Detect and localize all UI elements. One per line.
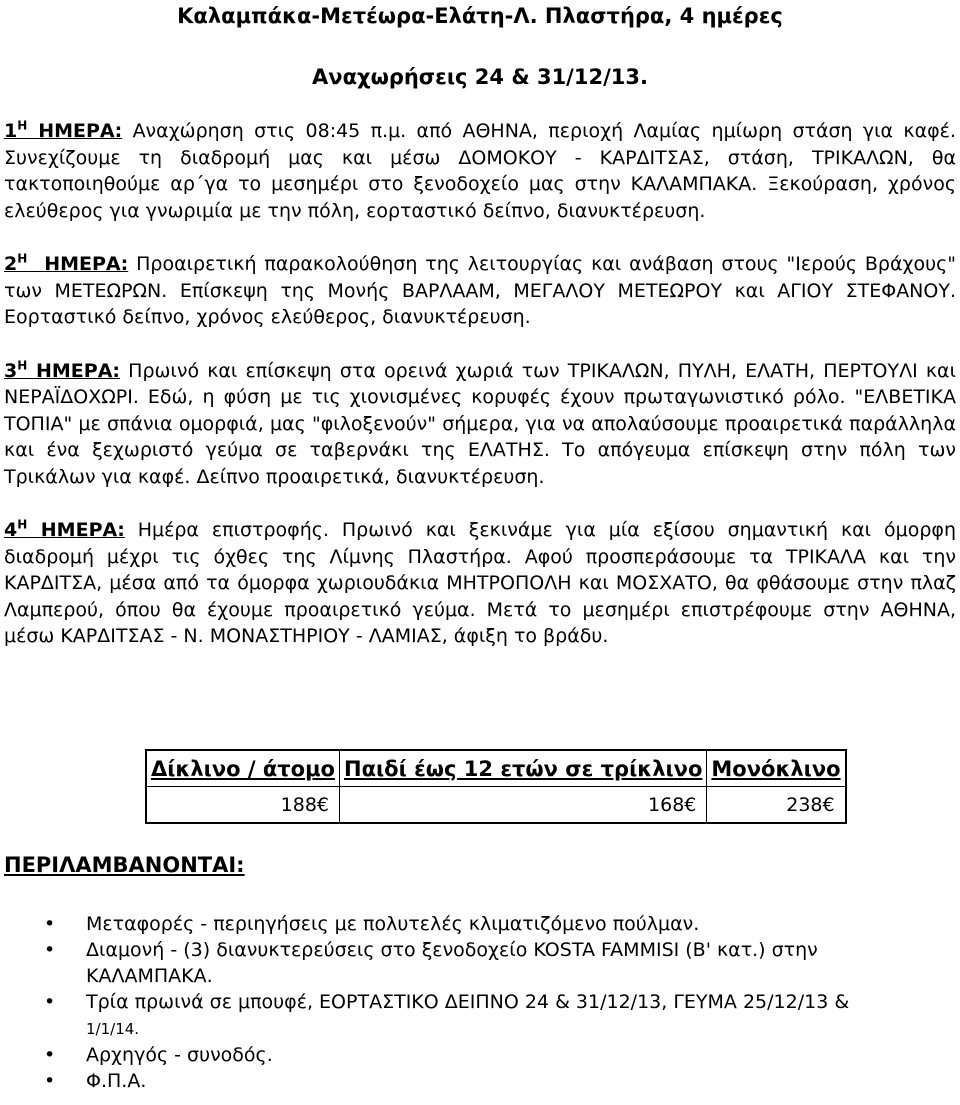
document-page <box>4 0 956 650</box>
price-table-header-row <box>146 750 846 787</box>
bullet-icon: • <box>44 939 56 961</box>
departures-line: Αναχωρήσεις 24 & 31/12/13. <box>312 65 648 89</box>
bullet-icon: • <box>44 913 56 935</box>
list-item-text: Αρχηγός - συνοδός. <box>86 1044 273 1066</box>
bullet-icon: • <box>44 1070 56 1092</box>
price-value-double: 188€ <box>146 787 340 824</box>
list-item-text-continuation: 1/1/14. <box>86 1020 140 1038</box>
day-3-label: $3^H$ ΗΜΕΡΑ: <box>4 358 121 382</box>
price-table <box>145 749 847 824</box>
day-1-label: $1^H$ ΗΜΕΡΑ: <box>4 118 123 142</box>
price-header-double: Δίκλινο / άτομο <box>146 750 340 787</box>
day-4-label: $4^H$ ΗΜΕΡΑ: <box>4 517 125 541</box>
bullet-icon: • <box>44 991 56 1013</box>
day-4-text: Ημέρα επιστροφής. Πρωινό και ξεκινάμε για μία εξίσου σημαντική και όμορφη διαδρομή μέχρι τις όχθες της Λίμνης Πλαστήρα. Αφού προσπεράσουμε τα ΤΡΙΚΑΛΑ και την ΚΑΡΔΙΤΣΑ, μέσα από τα όμορφα χωριουδάκια ΜΗΤΡΟΠΟΛΗ και ΜΟΣΧΑΤΟ, θα φθάσουμε στην πλαζ Λαμπερού, όπου θα έχουμε προαιρετικό γεύμα. Μετά το μεσημέρι επιστρέφουμε στην ΑΘΗΝΑ, μέσω ΚΑΡΔΙΤΣΑΣ - Ν. ΜΟΝΑΣΤΗΡΙΟΥ - ΛΑΜΙΑΣ, άφιξη το βράδυ. <box>4 519 956 647</box>
day-3-paragraph <box>4 358 956 491</box>
day-2-label: $2^H$ ΗΜΕΡΑ: <box>4 251 129 275</box>
list-item-text: Τρία πρωινά σε μπουφέ, ΕΟΡΤΑΣΤΙΚΟ ΔΕΙΠΝΟ 24 & 31/12/13, ΓΕΥΜΑ 25/12/13 & <box>86 991 850 1013</box>
day-2-text: Προαιρετική παρακολούθηση της λειτουργίας και ανάβαση στους "Ιερούς Βράχους" των ΜΕΤΕΩΡΩΝ. Επίσκεψη της Μονής ΒΑΡΛΑΑΜ, ΜΕΓΑΛΟΥ ΜΕΤΕΩΡΟΥ και ΑΓΙΟΥ ΣΤΕΦΑΝΟΥ. Εορταστικό δείπνο, χρόνος ελεύθερος, διανυκτέρευση. <box>4 253 956 328</box>
list-item-text: Μεταφορές - περιηγήσεις με πολυτελές κλιματιζόμενο πούλμαν. <box>86 913 700 935</box>
includes-list <box>0 911 940 1094</box>
price-value-single: 238€ <box>707 787 846 824</box>
list-item <box>0 937 940 989</box>
bullet-icon: • <box>44 1044 56 1066</box>
list-item-text: Φ.Π.Α. <box>86 1070 147 1092</box>
list-item <box>0 1042 940 1068</box>
list-item <box>0 989 940 1042</box>
price-header-single: Μονόκλινο <box>707 750 846 787</box>
list-item <box>0 911 940 937</box>
list-item-text: Διαμονή - (3) διανυκτερεύσεις στο ξενοδοχείο KOSTA FAMMISI (B' κατ.) στην ΚΑΛΑΜΠΑΚΑ. <box>86 939 818 987</box>
day-3-text: Πρωινό και επίσκεψη στα ορεινά χωριά των ΤΡΙΚΑΛΩΝ, ΠΥΛΗ, ΕΛΑΤΗ, ΠΕΡΤΟΥΛΙ και ΝΕΡΑΪΔΟΧΩΡΙ. Εδώ, η φύση με τις χιονισμένες κορυφές έχουν πρωταγωνιστικό ρόλο. "ΕΛΒΕΤΙΚΑ ΤΟΠΙΑ" με σπάνια ομορφιά, μας "φιλοξενούν" σήμερα, για να απολαύσουμε προαιρετικά παράλληλα και ένα ξεχωριστό γεύμα σε ταβερνάκι της ΕΛΑΤΗΣ. Το απόγευμα επίσκεψη στην πόλη των Τρικάλων για καφέ. Δείπνο προαιρετικά, διανυκτέρευση. <box>4 359 956 488</box>
day-4-paragraph <box>4 517 956 650</box>
price-value-child: 168€ <box>340 787 707 824</box>
day-1-text: Αναχώρηση στις 08:45 π.μ. από ΑΘΗΝΑ, περιοχή Λαμίας ημίωρη στάση για καφέ. Συνεχίζουμε τη διαδρομή μας και μέσω ΔΟΜΟΚΟΥ - ΚΑΡΔΙΤΣΑΣ, στάση, ΤΡΙΚΑΛΩΝ, θα τακτοποιηθούμε αρ΄γα το μεσημέρι στο ξενοδοχείο μας στην ΚΑΛΑΜΠΑΚΑ. Ξεκούραση, χρόνος ελεύθερος για γνωριμία με την πόλη, εορταστικό δείπνο, διανυκτέρευση. <box>4 120 956 222</box>
includes-heading: ΠΕΡΙΛΑΜΒΑΝΟΝΤΑΙ: <box>4 853 245 877</box>
document-title: Καλαμπάκα-Μετέωρα-Ελάτη-Λ. Πλαστήρα, 4 ημέρες <box>177 4 783 28</box>
list-item <box>0 1068 940 1094</box>
day-1-paragraph <box>4 118 956 224</box>
price-header-child: Παιδί έως 12 ετών σε τρίκλινο <box>340 750 707 787</box>
day-2-paragraph <box>4 251 956 331</box>
price-table-value-row <box>146 787 846 824</box>
